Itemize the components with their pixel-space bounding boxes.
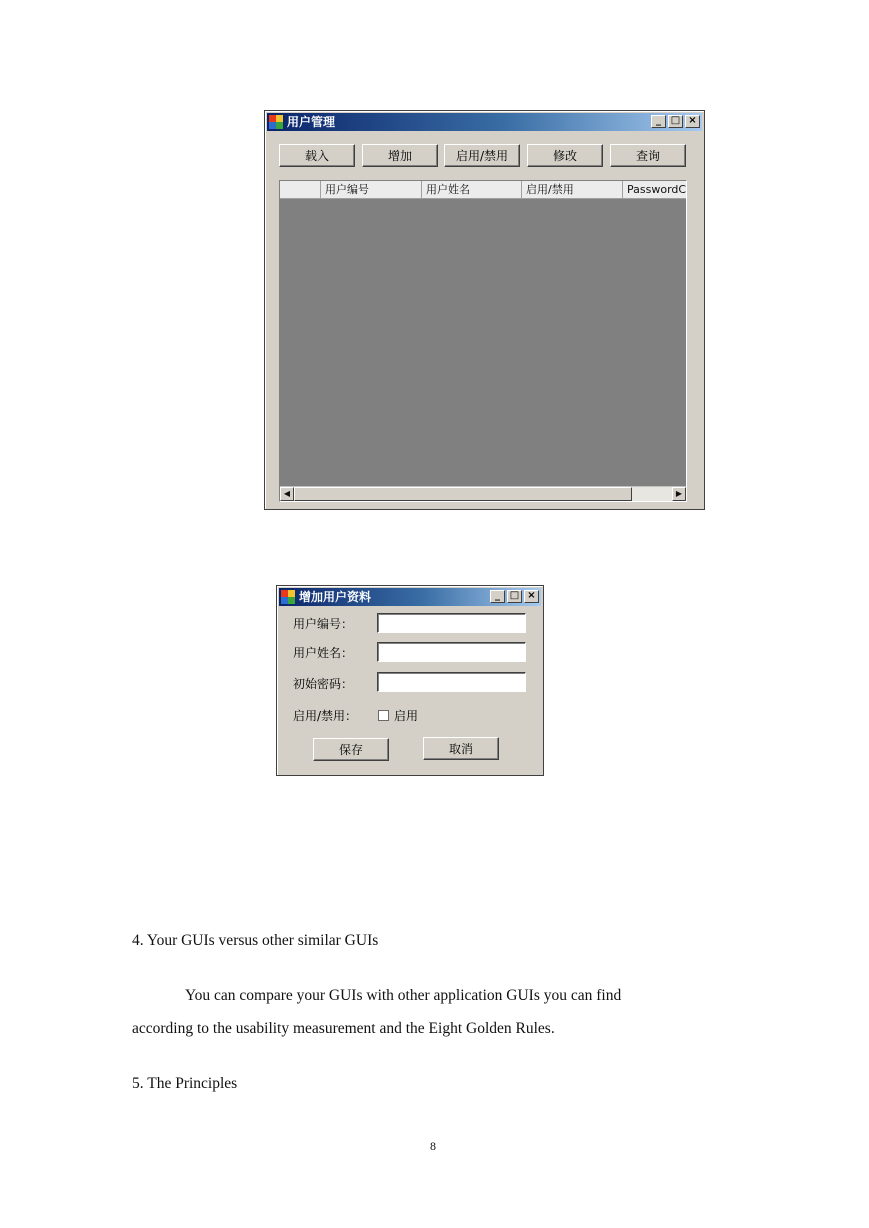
- title-bar[interactable]: [267, 113, 702, 131]
- grid-header: [280, 181, 686, 199]
- maximize-icon[interactable]: □: [507, 590, 522, 603]
- column-header-enable-disable[interactable]: 启用/禁用: [521, 181, 622, 198]
- user-id-label: 用户编号：: [293, 617, 354, 631]
- enable-checkbox[interactable]: [378, 710, 389, 721]
- row-header-corner: [280, 181, 320, 198]
- scroll-thumb[interactable]: [294, 487, 632, 501]
- close-icon[interactable]: ×: [524, 590, 539, 603]
- scroll-right-icon[interactable]: ▶: [672, 487, 686, 501]
- enable-label: 启用/禁用：: [293, 709, 358, 723]
- user-data-grid[interactable]: [279, 180, 687, 502]
- user-name-label: 用户姓名：: [293, 646, 354, 660]
- init-password-label: 初始密码：: [293, 677, 354, 691]
- app-icon: [281, 590, 295, 604]
- enable-checkbox-label[interactable]: 启用: [394, 709, 419, 723]
- user-name-input[interactable]: [377, 642, 526, 662]
- user-management-window: [264, 110, 705, 510]
- section-4-body-line-1: You can compare your GUIs with other application GUIs you can find: [185, 987, 622, 1004]
- modify-button[interactable]: 修改: [527, 144, 603, 167]
- cancel-button[interactable]: 取消: [423, 737, 499, 760]
- window-title: 用户管理: [287, 115, 336, 129]
- user-id-input[interactable]: [377, 613, 526, 633]
- section-4-body-line-2: according to the usability measurement and the Eight Golden Rules.: [132, 1020, 555, 1037]
- page-number: 8: [430, 1139, 436, 1153]
- minimize-icon[interactable]: _: [490, 590, 505, 603]
- enable-disable-button[interactable]: 启用/禁用: [444, 144, 520, 167]
- app-icon: [269, 115, 283, 129]
- query-button[interactable]: 查询: [610, 144, 686, 167]
- scroll-left-icon[interactable]: ◀: [280, 487, 294, 501]
- save-button[interactable]: 保存: [313, 738, 389, 761]
- add-button[interactable]: 增加: [362, 144, 438, 167]
- maximize-icon[interactable]: □: [668, 115, 683, 128]
- close-icon[interactable]: ×: [685, 115, 700, 128]
- section-4-heading: 4. Your GUIs versus other similar GUIs: [132, 932, 379, 949]
- init-password-input[interactable]: [377, 672, 526, 692]
- column-header-user-id[interactable]: 用户编号: [320, 181, 421, 198]
- section-5-heading: 5. The Principles: [132, 1075, 238, 1092]
- load-button[interactable]: 载入: [279, 144, 355, 167]
- window-title: 增加用户资料: [299, 590, 372, 604]
- column-header-user-name[interactable]: 用户姓名: [421, 181, 521, 198]
- minimize-icon[interactable]: _: [651, 115, 666, 128]
- column-header-password[interactable]: PasswordC: [622, 181, 688, 198]
- title-bar[interactable]: [279, 588, 541, 606]
- add-user-window: [276, 585, 544, 776]
- horizontal-scrollbar[interactable]: [280, 486, 686, 501]
